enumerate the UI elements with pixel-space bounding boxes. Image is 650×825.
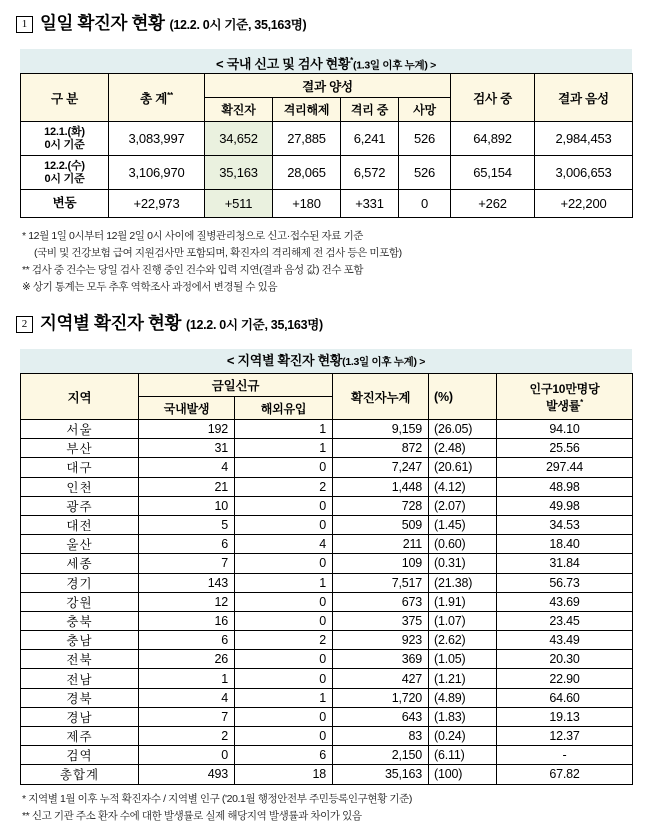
cell-rate: 43.69 [497, 592, 633, 611]
cell-domestic: 21 [139, 477, 235, 496]
cell-domestic: 31 [139, 439, 235, 458]
cell-cumulative: 872 [333, 439, 429, 458]
th-total [109, 74, 205, 122]
cell-rate: 94.10 [497, 420, 633, 439]
table-row [21, 156, 633, 190]
cell-region: 부산 [21, 439, 139, 458]
cell-rate: - [497, 746, 633, 765]
table-1-header-row-1 [21, 74, 633, 98]
cell-imported: 1 [235, 420, 333, 439]
cell-domestic: 12 [139, 592, 235, 611]
table-row [21, 190, 633, 218]
table-2-band-title [20, 349, 632, 373]
cell-negative: 3,006,653 [535, 156, 633, 190]
cell-percent: (0.24) [429, 727, 497, 746]
cell-domestic: 5 [139, 515, 235, 534]
cell-domestic: 143 [139, 573, 235, 592]
cell-region: 세종 [21, 554, 139, 573]
cell-imported: 4 [235, 535, 333, 554]
cell-domestic: 6 [139, 535, 235, 554]
table-2-band-suffix: (1.3일 이후 누계) > [342, 356, 426, 368]
section-2-heading [0, 310, 650, 335]
cell-percent: (0.60) [429, 535, 497, 554]
cell-cumulative: 2,150 [333, 746, 429, 765]
cell-confirmed: +511 [205, 190, 273, 218]
cell-testing: 65,154 [451, 156, 535, 190]
row-label-line-2: 0시 기준 [44, 138, 85, 151]
cell-region: 대전 [21, 515, 139, 534]
th-rate-line-2-label: 발생률 [545, 398, 581, 413]
cell-cumulative: 9,159 [333, 420, 429, 439]
cell-domestic: 16 [139, 611, 235, 630]
th-today-new: 금일신규 [139, 374, 333, 397]
cell-percent: (0.31) [429, 554, 497, 573]
th-testing: 검사 중 [451, 74, 535, 122]
table-row [21, 554, 633, 573]
cell-cumulative: 7,517 [333, 573, 429, 592]
th-region: 지역 [21, 374, 139, 420]
cell-rate: 12.37 [497, 727, 633, 746]
cell-negative: +22,200 [535, 190, 633, 218]
cell-domestic: 493 [139, 765, 235, 784]
cell-region: 인천 [21, 477, 139, 496]
cell-imported: 0 [235, 727, 333, 746]
table-row [21, 420, 633, 439]
th-rate-star: * [580, 397, 584, 407]
th-domestic: 국내발생 [139, 397, 235, 420]
cell-percent: (4.12) [429, 477, 497, 496]
section-2-subtitle: (12.2. 0시 기준, 35,163명) [185, 318, 323, 332]
table-row [21, 515, 633, 534]
cell-isolating: +331 [341, 190, 399, 218]
cell-imported: 0 [235, 515, 333, 534]
th-total-star: ** [167, 90, 173, 100]
cell-domestic: 192 [139, 420, 235, 439]
table-row [21, 727, 633, 746]
cell-released: +180 [273, 190, 341, 218]
cell-rate: 25.56 [497, 439, 633, 458]
cell-testing: +262 [451, 190, 535, 218]
cell-imported: 0 [235, 611, 333, 630]
th-deaths: 사망 [399, 98, 451, 122]
cell-deaths: 526 [399, 122, 451, 156]
table-row [21, 592, 633, 611]
cell-domestic: 7 [139, 554, 235, 573]
cell-domestic: 7 [139, 707, 235, 726]
th-rate-line-2 [501, 397, 628, 414]
cell-percent: (1.45) [429, 515, 497, 534]
table-row [21, 535, 633, 554]
cell-total: 3,083,997 [109, 122, 205, 156]
table-row [21, 650, 633, 669]
cell-cumulative: 923 [333, 631, 429, 650]
th-imported: 해외유입 [235, 397, 333, 420]
cell-deaths: 526 [399, 156, 451, 190]
cell-region: 충남 [21, 631, 139, 650]
th-released: 격리해제 [273, 98, 341, 122]
cell-imported: 0 [235, 592, 333, 611]
row-label-line-1: 12.1.(화) [44, 125, 85, 138]
cell-percent: (20.61) [429, 458, 497, 477]
cell-percent: (4.89) [429, 688, 497, 707]
cell-percent: (1.91) [429, 592, 497, 611]
cell-rate: 297.44 [497, 458, 633, 477]
cell-percent: (1.21) [429, 669, 497, 688]
th-isolating: 격리 중 [341, 98, 399, 122]
cell-cumulative: 109 [333, 554, 429, 573]
note-line: (국비 및 건강보험 급여 지원검사만 포함되며, 확진자의 격리해제 전 검사 등은 미포함) [34, 247, 402, 259]
th-percent: (%) [429, 374, 497, 420]
cell-rate: 22.90 [497, 669, 633, 688]
row-label: 변동 [21, 190, 109, 218]
row-label [21, 122, 109, 156]
cell-rate: 20.30 [497, 650, 633, 669]
cell-imported: 1 [235, 439, 333, 458]
cell-total: 3,106,970 [109, 156, 205, 190]
cell-rate: 19.13 [497, 707, 633, 726]
cell-testing: 64,892 [451, 122, 535, 156]
th-negative: 결과 음성 [535, 74, 633, 122]
spacer-after-section-1-heading [0, 35, 650, 49]
cell-region: 전북 [21, 650, 139, 669]
cell-domestic: 6 [139, 631, 235, 650]
cell-rate: 56.73 [497, 573, 633, 592]
cell-region: 경기 [21, 573, 139, 592]
cell-domestic: 0 [139, 746, 235, 765]
section-2-number-badge: 2 [16, 316, 33, 333]
table-row [21, 122, 633, 156]
table-row [21, 477, 633, 496]
cell-imported: 0 [235, 458, 333, 477]
cell-rate: 67.82 [497, 765, 633, 784]
th-positive-group: 결과 양성 [205, 74, 451, 98]
cell-domestic: 2 [139, 727, 235, 746]
cell-cumulative: 35,163 [333, 765, 429, 784]
spacer-after-section-2-heading [0, 335, 650, 349]
cell-released: 28,065 [273, 156, 341, 190]
spacer-before-notes-1 [0, 218, 650, 228]
table-1-band-star: * [350, 56, 353, 65]
cell-confirmed: 34,652 [205, 122, 273, 156]
cell-negative: 2,984,453 [535, 122, 633, 156]
table-2-band-prefix: < 지역별 확진자 현황 [226, 353, 343, 368]
cell-region: 충북 [21, 611, 139, 630]
table-row [21, 765, 633, 784]
cell-isolating: 6,572 [341, 156, 399, 190]
table-1-band-prefix: < 국내 신고 및 검사 현황 [215, 56, 351, 72]
cell-cumulative: 375 [333, 611, 429, 630]
cell-imported: 2 [235, 631, 333, 650]
table-row [21, 573, 633, 592]
cell-region: 대구 [21, 458, 139, 477]
cell-imported: 2 [235, 477, 333, 496]
cell-region: 울산 [21, 535, 139, 554]
note-line: * 12월 1일 0시부터 12월 2일 0시 사이에 질병관리청으로 신고·접수된 자료 기준 [22, 230, 364, 242]
cell-domestic: 4 [139, 458, 235, 477]
row-label [21, 156, 109, 190]
cell-cumulative: 427 [333, 669, 429, 688]
cell-percent: (1.83) [429, 707, 497, 726]
cell-rate: 49.98 [497, 496, 633, 515]
th-rate-line-1: 인구10만명당 [529, 381, 600, 396]
cell-region: 경남 [21, 707, 139, 726]
cell-cumulative: 7,247 [333, 458, 429, 477]
th-rate [497, 374, 633, 420]
cell-released: 27,885 [273, 122, 341, 156]
cell-percent: (2.48) [429, 439, 497, 458]
cell-cumulative: 83 [333, 727, 429, 746]
cell-imported: 0 [235, 650, 333, 669]
th-confirmed: 확진자 [205, 98, 273, 122]
table-row [21, 631, 633, 650]
cell-region: 검역 [21, 746, 139, 765]
th-cumulative: 확진자누계 [333, 374, 429, 420]
cell-cumulative: 643 [333, 707, 429, 726]
table-row [21, 496, 633, 515]
top-spacer [0, 0, 650, 10]
cell-rate: 23.45 [497, 611, 633, 630]
regional-confirmed-table [20, 373, 633, 785]
cell-percent: (1.05) [429, 650, 497, 669]
cell-percent: (2.07) [429, 496, 497, 515]
table-2-header-row-1 [21, 374, 633, 397]
cell-percent: (2.62) [429, 631, 497, 650]
cell-domestic: 26 [139, 650, 235, 669]
cell-rate: 34.53 [497, 515, 633, 534]
cell-domestic: 1 [139, 669, 235, 688]
section-1-title: 일일 확진자 현황 [40, 13, 165, 33]
cell-percent: (26.05) [429, 420, 497, 439]
cell-percent: (21.38) [429, 573, 497, 592]
cell-cumulative: 369 [333, 650, 429, 669]
cell-cumulative: 1,448 [333, 477, 429, 496]
note-line: ※ 상기 통계는 모두 추후 역학조사 과정에서 변경될 수 있음 [22, 281, 278, 293]
cell-region: 강원 [21, 592, 139, 611]
note-line: ** 신고 기관 주소 환자 수에 대한 발생률로 실제 해당지역 발생률과 차이가 있음 [22, 809, 362, 822]
cell-rate: 43.49 [497, 631, 633, 650]
cell-percent: (1.07) [429, 611, 497, 630]
cell-imported: 0 [235, 496, 333, 515]
cell-imported: 6 [235, 746, 333, 765]
table-row [21, 688, 633, 707]
cell-region: 서울 [21, 420, 139, 439]
cell-isolating: 6,241 [341, 122, 399, 156]
row-label-line-1: 12.2.(수) [44, 159, 85, 172]
section-1-heading [0, 10, 650, 35]
cell-domestic: 10 [139, 496, 235, 515]
table-row [21, 458, 633, 477]
cell-cumulative: 1,720 [333, 688, 429, 707]
cell-region: 광주 [21, 496, 139, 515]
cell-cumulative: 509 [333, 515, 429, 534]
note-line: * 지역별 1월 이후 누적 확진자수 / 지역별 인구 ('20.1월 행정안전부 주민등록인구현황 기준) [22, 792, 413, 805]
table-1-band-title [20, 49, 632, 73]
cell-imported: 1 [235, 573, 333, 592]
th-division: 구 분 [21, 74, 109, 122]
table-2-body [21, 420, 633, 785]
cell-region: 전남 [21, 669, 139, 688]
cell-region: 경북 [21, 688, 139, 707]
cell-imported: 18 [235, 765, 333, 784]
cell-cumulative: 211 [333, 535, 429, 554]
section-1-number-badge: 1 [16, 16, 33, 33]
note-line: ** 검사 중 건수는 당일 검사 진행 중인 건수와 입력 지연(결과 음성 값) 건수 포함 [22, 264, 364, 276]
cell-cumulative: 728 [333, 496, 429, 515]
cell-cumulative: 673 [333, 592, 429, 611]
table-row [21, 746, 633, 765]
cell-total: +22,973 [109, 190, 205, 218]
cell-rate: 48.98 [497, 477, 633, 496]
cell-percent: (100) [429, 765, 497, 784]
section-2-title: 지역별 확진자 현황 [40, 313, 181, 333]
table-row [21, 611, 633, 630]
cell-domestic: 4 [139, 688, 235, 707]
cell-percent: (6.11) [429, 746, 497, 765]
cell-rate: 31.84 [497, 554, 633, 573]
row-label-line-2: 0시 기준 [44, 172, 85, 185]
cell-rate: 18.40 [497, 535, 633, 554]
table-1-body [21, 122, 633, 218]
cell-imported: 1 [235, 688, 333, 707]
cell-deaths: 0 [399, 190, 451, 218]
spacer-between-sections [0, 296, 650, 310]
cell-imported: 0 [235, 554, 333, 573]
section-1-subtitle: (12.2. 0시 기준, 35,163명) [169, 18, 307, 32]
section-1-notes [0, 228, 650, 296]
cell-rate: 64.60 [497, 688, 633, 707]
table-1-band-suffix: (1.3일 이후 누계) > [353, 59, 436, 72]
cell-confirmed: 35,163 [205, 156, 273, 190]
cell-region: 제주 [21, 727, 139, 746]
cell-imported: 0 [235, 707, 333, 726]
table-row [21, 707, 633, 726]
th-total-label: 총 계 [140, 91, 168, 106]
table-row [21, 669, 633, 688]
table-row [21, 439, 633, 458]
cell-region: 총합계 [21, 765, 139, 784]
cell-imported: 0 [235, 669, 333, 688]
daily-confirmed-table [20, 73, 633, 218]
